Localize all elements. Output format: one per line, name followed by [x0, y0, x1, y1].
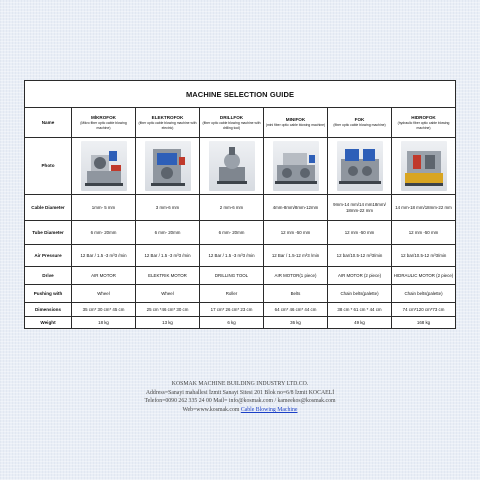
- cell-value: 64 cm* 46 cm* 44 cm: [264, 303, 328, 317]
- photo-cell: [328, 138, 392, 195]
- cell-value: AIR MOTOR (2 piece): [328, 267, 392, 285]
- cell-value: Wheel: [136, 285, 200, 303]
- row-label-name: Name: [25, 108, 72, 138]
- cell-value: 6 kg: [200, 317, 264, 329]
- machine-header-mikrofok: [72, 108, 136, 138]
- cell-value: Belts: [264, 285, 328, 303]
- cell-value: Chain belts(palette): [392, 285, 456, 303]
- row-label: Drive: [25, 267, 72, 285]
- cell-value: 17 cm* 26 cm* 23 cm: [200, 303, 264, 317]
- company-footer: [0, 380, 480, 414]
- cell-value: Chain belts(palette): [328, 285, 392, 303]
- cell-value: 12 Bar / 1.5 -3 m³3 /min: [136, 245, 200, 267]
- company-contact: Telefon=0090 262 335 24 00 Mail= info@kosmak.com / kameekos@kosmak.com: [144, 398, 336, 405]
- cell-value: 12 mm -50 mm: [392, 221, 456, 245]
- cell-value: 6 mm- 20mm: [136, 221, 200, 245]
- cell-value: ELEKTRIK MOTOR: [136, 267, 200, 285]
- data-row-drive: [25, 267, 456, 285]
- cell-value: 13 kg: [136, 317, 200, 329]
- machine-name: MİKROFOK: [90, 115, 116, 121]
- row-label: Air Pressure: [25, 245, 72, 267]
- cell-value: AIR MOTOR: [72, 267, 136, 285]
- cell-value: 12 mm -50 mm: [328, 221, 392, 245]
- row-label: Tube Diameter: [25, 221, 72, 245]
- row-label: Cable Diameter: [25, 195, 72, 221]
- machine-selection-table: [24, 80, 456, 329]
- photo-cell: [392, 138, 456, 195]
- name-row: [25, 108, 456, 138]
- machine-desc: (Mikro fiber optic cable blowing machine): [80, 121, 127, 130]
- machine-desc: (hydraulic fiber optic cable blowing machine): [397, 121, 450, 130]
- machine-header-drillfok: [200, 108, 264, 138]
- machine-name: DRILLFOK: [219, 115, 244, 121]
- cell-value: 74 cm*120 cm*73 cm: [392, 303, 456, 317]
- cell-value: 1mm- 5 mm: [72, 195, 136, 221]
- cell-value: AIR MOTOR(1 piece): [264, 267, 328, 285]
- machine-name: HIDROFOK: [411, 115, 436, 121]
- machine-name: ELEKTROFOK: [151, 115, 184, 121]
- cell-value: 6 mm- 20mm: [72, 221, 136, 245]
- row-label: Weight: [25, 317, 72, 329]
- machine-desc: (fiber optic cable blowing machine with electric): [138, 121, 197, 130]
- cell-value: 18 kg: [72, 317, 136, 329]
- data-row-cable-diameter: [25, 195, 456, 221]
- cell-value: 3 mm-6 mm: [136, 195, 200, 221]
- cell-value: 12 mm -50 mm: [264, 221, 328, 245]
- drillfok-machine-photo: [209, 141, 255, 191]
- company-web: [0, 406, 480, 415]
- machine-header-minifok: [264, 108, 328, 138]
- row-label: Pushing with: [25, 285, 72, 303]
- photo-cell: [200, 138, 264, 195]
- photo-cell: [136, 138, 200, 195]
- cell-value: Wheel: [72, 285, 136, 303]
- cell-value: 4mm-8mm/8mm-12mm: [264, 195, 328, 221]
- photo-row: [25, 138, 456, 195]
- cell-value: 12 Bar / 1.5 -3 m³3 /min: [72, 245, 136, 267]
- cell-value: 38 cm * 61 cm * 44 cm: [328, 303, 392, 317]
- machine-desc: (fiber optic cable blowing machine with drilling tool): [202, 121, 261, 130]
- cell-value: 12 bar/10.5-12 m³3/min: [392, 245, 456, 267]
- cell-value: 12 bar/10.5-12 m³3/min: [328, 245, 392, 267]
- web-prefix: Web=www.kosmak.com: [182, 406, 240, 413]
- data-row-dimensions: [25, 303, 456, 317]
- data-row-weight: [25, 317, 456, 329]
- elektrofok-machine-photo: [145, 141, 191, 191]
- cell-value: DRILLING TOOL: [200, 267, 264, 285]
- machine-desc: (fiber optic cable blowing machine): [333, 123, 386, 128]
- machine-header-fok: [328, 108, 392, 138]
- machine-header-elektrofok: [136, 108, 200, 138]
- company-name: KOSMAK MACHINE BUILDING INDUSTRY LTD.CO.: [171, 381, 309, 387]
- cell-value: 35 cm* 30 cm* 45 cm: [72, 303, 136, 317]
- cell-value: 168 kg: [392, 317, 456, 329]
- mikrofok-machine-photo: [81, 141, 127, 191]
- data-row-air-pressure: [25, 245, 456, 267]
- data-row-tube-diameter: [25, 221, 456, 245]
- machine-name: MINIFOK: [285, 117, 306, 123]
- cell-value: 2 mm-6 mm: [200, 195, 264, 221]
- cell-value: 9mm-14 mm/14 mm18mm/ 18mm-22 mm: [328, 195, 392, 221]
- cell-value: 6 mm- 20mm: [200, 221, 264, 245]
- row-label-photo: Photo: [25, 138, 72, 195]
- row-label: Dimensions: [25, 303, 72, 317]
- cell-value: Roller: [200, 285, 264, 303]
- cell-value: 12 Bar / 1.5 -3 m³3 /min: [200, 245, 264, 267]
- cable-blowing-machine-link[interactable]: Cable Blowing Machine: [240, 406, 298, 413]
- data-row-pushing-with: [25, 285, 456, 303]
- cell-value: 49 kg: [328, 317, 392, 329]
- cell-value: 14 mm-18 mm/18mm-22 mm: [392, 195, 456, 221]
- cell-value: HIDRAULIC MOTOR (2 piece): [392, 267, 456, 285]
- photo-cell: [264, 138, 328, 195]
- photo-cell: [72, 138, 136, 195]
- fok-machine-photo: [337, 141, 383, 191]
- machine-name: FOK: [354, 117, 365, 123]
- company-address: Address=Sanayi mahallesi İzmit Sanayi Sitesi 201 Blok no=6/8 İzmit KOCAELİ: [145, 389, 335, 396]
- cell-value: 36 kg: [264, 317, 328, 329]
- table-title: MACHINE SELECTION GUIDE: [25, 81, 456, 108]
- cell-value: 12 Bar / 1.5-12 m³3 /min: [264, 245, 328, 267]
- cell-value: 25 cm *46 cm* 30 cm: [136, 303, 200, 317]
- machine-desc: (mini fiber optic cable blowing machine): [265, 123, 326, 128]
- hidrofok-machine-photo: [401, 141, 447, 191]
- machine-header-hidrofok: [392, 108, 456, 138]
- minifok-machine-photo: [273, 141, 319, 191]
